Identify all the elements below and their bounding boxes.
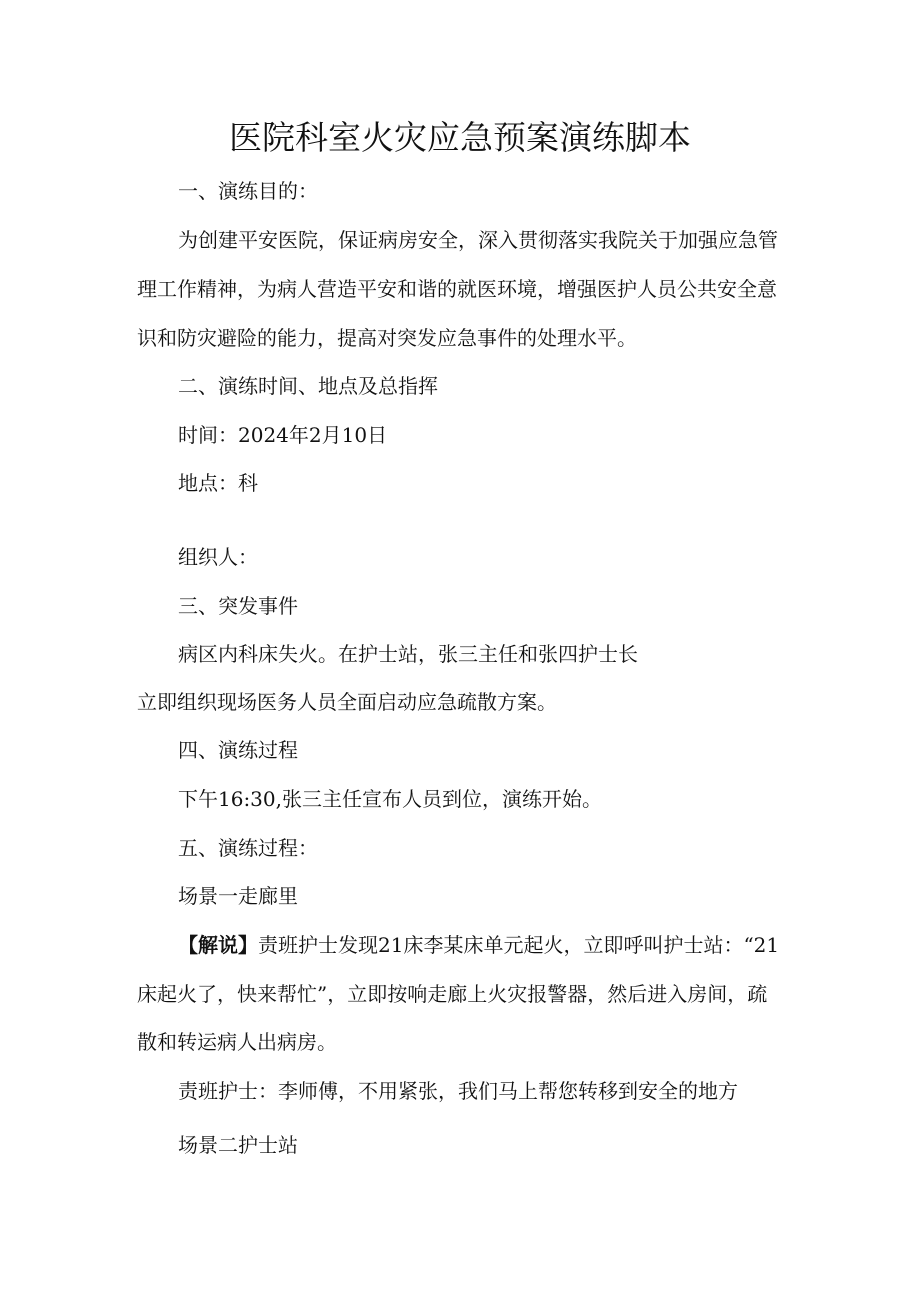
document-title: 医院科室火灾应急预案演练脚本 [229, 118, 691, 157]
section-heading-process-2: 五、演练过程： [178, 836, 318, 860]
drill-time: 时间：2024年2月10日 [178, 423, 388, 447]
scene-one-heading: 场景一走廊里 [178, 884, 298, 908]
explain-tag: 【解说】 [178, 933, 258, 957]
paragraph-line: 立即组织现场医务人员全面启动应急疏散方案。 [137, 690, 557, 714]
scene-two-heading: 场景二护士站 [178, 1133, 298, 1157]
paragraph-line: 识和防灾避险的能力，提高对突发应急事件的处理水平。 [137, 326, 637, 350]
drill-organizer: 组织人： [178, 545, 258, 569]
paragraph-line: 为创建平安医院，保证病房安全，深入贯彻落实我院关于加强应急管 [178, 228, 778, 252]
paragraph-line: 下午16:30,张三主任宣布人员到位，演练开始。 [178, 787, 602, 811]
section-heading-process: 四、演练过程 [178, 738, 298, 762]
explain-text: 责班护士发现21床李某床单元起火，立即呼叫护士站：“21 [258, 933, 780, 957]
explain-paragraph-line [178, 932, 779, 958]
paragraph-line: 床起火了，快来帮忙”，立即按响走廊上火灾报警器，然后进入房间，疏 [137, 982, 768, 1006]
section-heading-purpose: 一、演练目的： [178, 179, 318, 203]
section-heading-incident: 三、突发事件 [178, 594, 298, 618]
paragraph-line: 病区内科床失火。在护士站，张三主任和张四护士长 [178, 642, 638, 666]
section-heading-time-place: 二、演练时间、地点及总指挥 [178, 374, 438, 398]
drill-location: 地点：科 [178, 471, 258, 495]
paragraph-line: 理工作精神，为病人营造平安和谐的就医环境，增强医护人员公共安全意 [137, 277, 777, 301]
paragraph-line: 散和转运病人出病房。 [137, 1030, 337, 1054]
nurse-dialogue: 责班护士：李师傅，不用紧张，我们马上帮您转移到安全的地方 [178, 1079, 738, 1103]
